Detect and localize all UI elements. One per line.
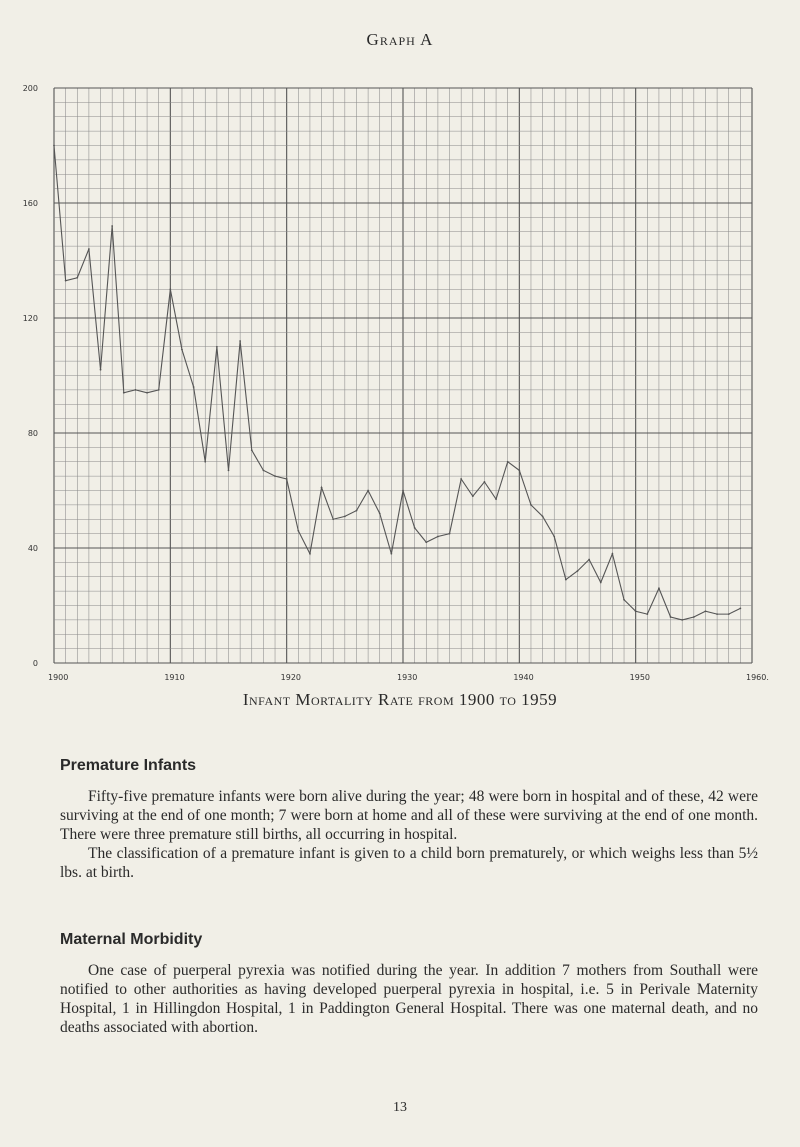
data-point [309, 553, 311, 555]
data-point [88, 248, 90, 250]
x-tick-label: 1930 [397, 673, 418, 682]
data-point [356, 510, 358, 512]
data-point [251, 449, 253, 451]
x-tick-labels [48, 673, 769, 682]
data-point [76, 277, 78, 279]
data-point [111, 225, 113, 227]
data-point [414, 527, 416, 529]
y-tick-label: 120 [22, 314, 38, 323]
data-point [181, 349, 183, 351]
data-point [204, 461, 206, 463]
chart-grid [54, 88, 752, 663]
data-point [530, 504, 532, 506]
data-point [169, 288, 171, 290]
x-tick-label: 1960. [746, 673, 769, 682]
paragraph: One case of puerperal pyrexia was notified during the year. In addition 7 mothers from Southall were notified to other authorities as having developed puerperal pyrexia in hospital, i.e. 5 in Perivale Maternity Hospital, 1 in Hillingdon Hospital, 1 in Paddington General Hospital. There was one maternal death, and no deaths associated with abortion. [60, 962, 758, 1036]
data-point [693, 616, 695, 618]
data-point [332, 518, 334, 520]
data-point [705, 610, 707, 612]
y-tick-label: 200 [22, 84, 38, 93]
data-point [321, 487, 323, 489]
data-point [739, 607, 741, 609]
data-point [228, 469, 230, 471]
page-number: 13 [393, 1100, 407, 1115]
chart-caption: Infant Mortality Rate from 1900 to 1959 [242, 690, 558, 709]
y-tick-label: 0 [32, 659, 38, 668]
data-point [472, 495, 474, 497]
data-point [716, 613, 718, 615]
series-line [54, 146, 740, 620]
x-tick-label: 1900 [48, 673, 69, 682]
section-maternal-morbidity [60, 930, 758, 1037]
data-point [286, 478, 288, 480]
data-point [460, 478, 462, 480]
x-tick-label: 1910 [164, 673, 185, 682]
data-point [728, 613, 730, 615]
x-tick-label: 1940 [513, 673, 534, 682]
data-point [588, 559, 590, 561]
mortality-chart [0, 70, 800, 690]
data-point [123, 392, 125, 394]
section-heading: Maternal Morbidity [60, 931, 203, 948]
data-point [484, 481, 486, 483]
data-point [518, 469, 520, 471]
y-tick-label: 40 [27, 544, 38, 553]
data-point [553, 536, 555, 538]
data-point [577, 570, 579, 572]
x-tick-label: 1950 [629, 673, 651, 682]
data-point [507, 461, 509, 463]
data-point [216, 346, 218, 348]
section-heading: Premature Infants [60, 757, 197, 774]
data-point [658, 587, 660, 589]
data-point [274, 475, 276, 477]
data-point [449, 533, 451, 535]
data-point [495, 498, 497, 500]
data-point [425, 541, 427, 543]
data-point [542, 515, 544, 517]
data-point [437, 536, 439, 538]
paragraph: Fifty-five premature infants were born alive during the year; 48 were born in hospital and of these, 42 were surviving at the end of one month; 7 were born at home and all of these were surviving at the end of one month. There were three premature still births, all occurring in hospital. [60, 788, 758, 843]
data-point [635, 610, 637, 612]
data-point [646, 613, 648, 615]
data-point [146, 392, 148, 394]
data-point [379, 513, 381, 515]
y-tick-label: 80 [27, 429, 38, 438]
section-premature-infants [60, 756, 758, 882]
data-point [670, 616, 672, 618]
data-point [600, 582, 602, 584]
data-points [53, 145, 741, 621]
y-tick-labels [23, 84, 38, 668]
data-point [53, 145, 55, 147]
data-point [612, 553, 614, 555]
data-point [239, 340, 241, 342]
y-tick-label: 160 [22, 199, 38, 208]
graph-title: Graph A [366, 30, 434, 49]
data-point [344, 515, 346, 517]
data-point [565, 579, 567, 581]
data-point [367, 490, 369, 492]
data-point [135, 389, 137, 391]
data-point [263, 469, 265, 471]
data-point [390, 553, 392, 555]
data-point [681, 619, 683, 621]
x-tick-label: 1920 [280, 673, 302, 682]
paragraph: The classification of a premature infant is given to a child born prematurely, or which weighs less than 5½ lbs. at birth. [60, 845, 758, 881]
data-point [623, 599, 625, 601]
data-point [100, 369, 102, 371]
data-point [158, 389, 160, 391]
data-point [297, 530, 299, 532]
data-point [402, 490, 404, 492]
data-point [65, 280, 67, 282]
data-point [193, 386, 195, 388]
